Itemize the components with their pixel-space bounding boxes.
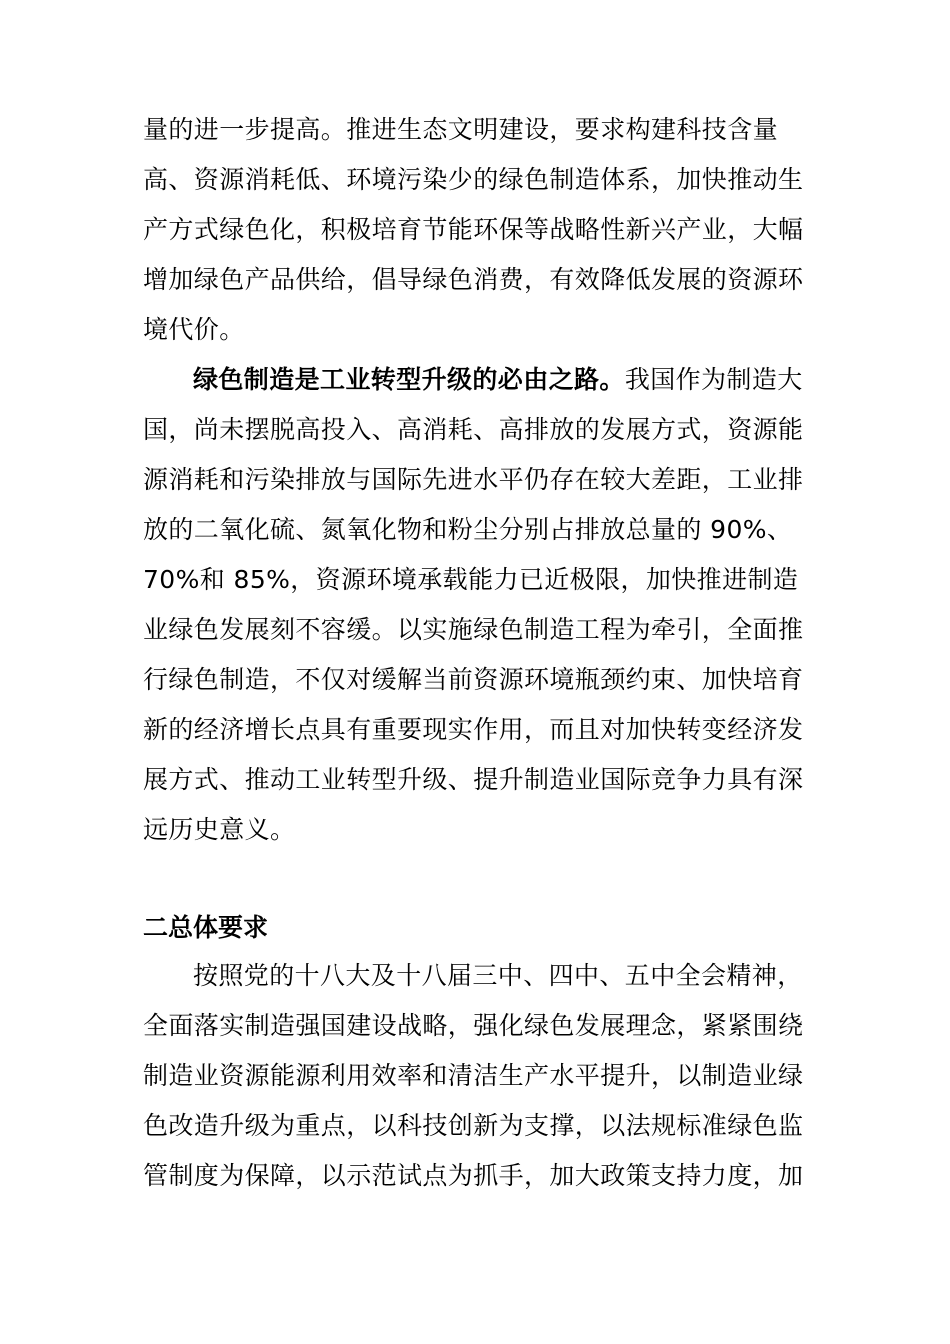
paragraph-2-lead: 绿色制造是工业转型升级的必由之路。 bbox=[193, 365, 625, 394]
section-heading: 二总体要求 bbox=[143, 913, 269, 942]
paragraph-1: 量的进一步提高。推进生态文明建设，要求构建科技含量高、资源消耗低、环境污染少的绿色制造体系，加快推动生产方式绿色化，积极培育节能环保等战略性新兴产业，大幅增加绿色产品供给，倡导绿色消费，有效降低发展的资源环境代价。 bbox=[143, 115, 804, 344]
paragraph-2-body: 我国作为制造大国，尚未摆脱高投入、高消耗、高排放的发展方式，资源能源消耗和污染排放与国际先进水平仍存在较大差距，工业排放的二氧化硫、氮氧化物和粉尘分别占排放总量的 90%、70%和 85%，资源环境承载能力已近极限，加快推进制造业绿色发展刻不容缓。以实施绿色制造工程为牵引，全面推行绿色制造，不仅对缓解当前资源环境瓶颈约束、加快培育新的经济增长点具有重要现实作用，而且对加快转变经济发展方式、推动工业转型升级、提升制造业国际竞争力具有深远历史意义。 bbox=[143, 365, 804, 844]
paragraph-3: 按照党的十八大及十八届三中、四中、五中全会精神，全面落实制造强国建设战略，强化绿色发展理念，紧紧围绕制造业资源能源利用效率和清洁生产水平提升，以制造业绿色改造升级为重点，以科技创新为支撑，以法规标准绿色监管制度为保障，以示范试点为抓手，加大政策支持力度，加 bbox=[143, 961, 804, 1190]
paragraph-2 bbox=[143, 355, 809, 855]
